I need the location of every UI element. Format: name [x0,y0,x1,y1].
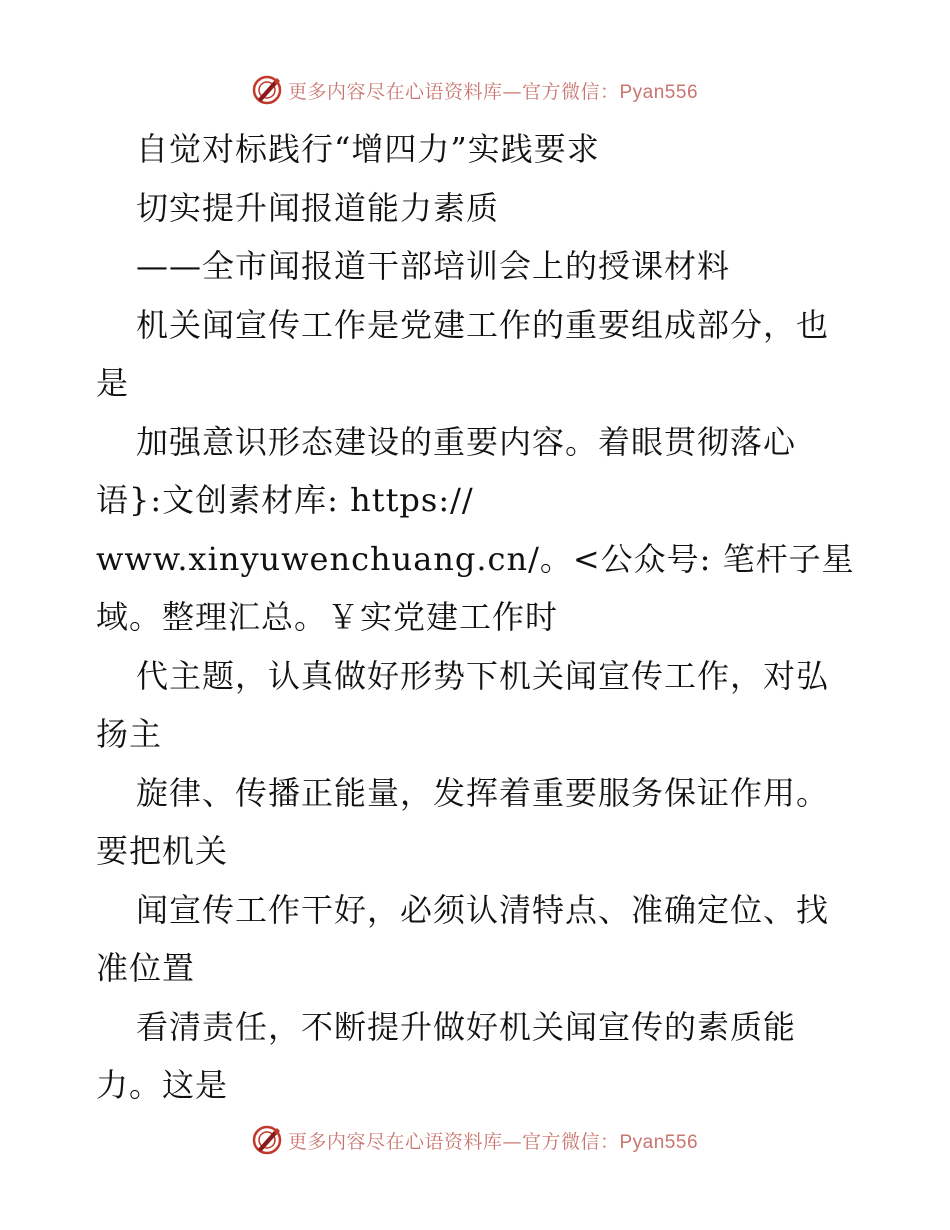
paragraph-line: www.xinyuwenchuang.cn/。<公众号: 笔杆子星 [96,539,855,578]
banner-slogan: 更多内容尽在心语资料库—官方微信： [287,80,620,103]
paragraph-line: 代主题，认真做好形势下机关闻宣传工作，对弘 [136,656,830,695]
footer-banner [0,1120,950,1160]
paragraph-line: 机关闻宣传工作是党建工作的重要组成部分，也 [136,305,830,344]
paragraph-line: 要把机关 [96,832,229,870]
title-line-1: 自觉对标践行“增四力”实践要求 [136,130,600,168]
paragraph-line: 闻宣传工作干好，必须认清特点、准确定位、找 [136,890,830,929]
subtitle-line: ——全市闻报道干部培训会上的授课材料 [136,247,731,285]
banner-text [288,77,698,104]
paragraph-line: 是 [96,364,130,402]
banner-slogan: 更多内容尽在心语资料库—官方微信： [287,1130,620,1153]
paragraph-line: 域。整理汇总。￥实党建工作时 [96,598,559,636]
paragraph-line: 力。这是 [96,1066,229,1104]
pen-logo-icon [252,75,282,105]
document-body [96,120,876,1115]
paragraph-line: 准位置 [96,949,196,987]
paragraph-line: 扬主 [96,715,163,753]
wechat-id: Pyan556 [619,81,699,103]
banner-text [288,1127,698,1154]
paragraph-line: 旋律、传播正能量，发挥着重要服务保证作用。 [136,773,830,812]
paragraph-line: 语}:文创素材库: https:// [96,481,474,519]
paragraph-line: 看清责任，不断提升做好机关闻宣传的素质能 [136,1007,797,1046]
title-line-2: 切实提升闻报道能力素质 [136,188,500,227]
pen-logo-icon [252,1125,282,1155]
header-banner [0,70,950,110]
wechat-id: Pyan556 [619,1131,699,1153]
paragraph-line: 加强意识形态建设的重要内容。着眼贯彻落心 [136,422,797,461]
